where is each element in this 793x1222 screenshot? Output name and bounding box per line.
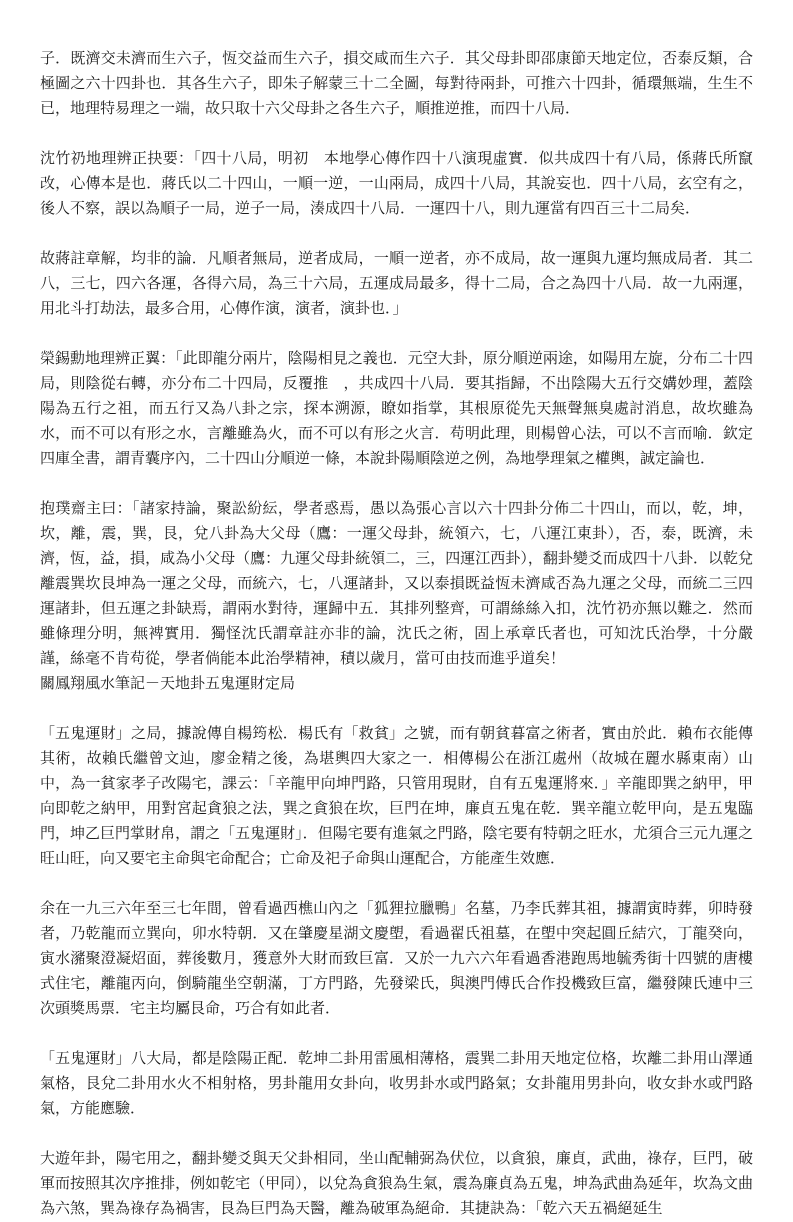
section-title-five-ghosts: 關鳳翔風水筆記－天地卦五鬼運財定局 <box>40 676 296 692</box>
paragraph-da-younian-gua: 大遊年卦，陽宅用之，翻卦變爻與天父卦相同，坐山配輔弼為伏位，以貪狼，廉貞，武曲，祿存，巨門，破軍而按照其次序推排，例如乾宅（甲同），以兌為貪狼為生氣，震為廉貞為五鬼，坤為武曲為延年，坎為文曲為六煞，巽為祿存為禍害，艮為巨門為天醫，離為破軍為絕命．其捷訣為：「乾六天五禍絕延生 <box>40 1151 753 1217</box>
paragraph-eight-configurations: 「五鬼運財」八大局，都是陰陽正配．乾坤二卦用雷風相薄格，震巽二卦用天地定位格，坎離二卦用山澤通氣格，艮兌二卦用水火不相射格，男卦龍用女卦向，收男卦水或門路氣；女卦龍用男卦向，收女卦水或門路氣，方能應驗． <box>40 1051 753 1117</box>
paragraph-five-ghosts-origin: 「五鬼運財」之局，據說傳自楊筠松．楊氏有「救貧」之號，而有朝貧暮富之術者，實由於此．賴布衣能傳其術，故賴氏繼曾文辿，廖金精之後，為堪輿四大家之一．相傳楊公在浙江處州（故城在麗水縣東南）山中，為一貧家孝子改陽宅，課云：「辛龍甲向坤門路，只管用現財，自有五鬼運將來．」辛龍即巽之納甲，甲向即乾之納甲，用對宮起貪狼之法，巽之貪狼在坎，巨門在坤，廉貞五鬼在乾．巽辛龍立乾甲向，是五鬼臨門，坤乙巨門掌財帛，謂之「五鬼運財」．但陽宅要有進氣之門路，陰宅要有特朝之旺水，尤須合三元九運之旺山旺，向又要宅主命與宅命配合；亡命及祀子命與山運配合，方能產生效應． <box>40 726 753 867</box>
paragraph-case-examples: 余在一九三六年至三七年間，曾看過西樵山內之「狐狸拉臘鴨」名墓，乃李氏葬其祖，據謂寅時葬，卯時發者，乃乾龍而立巽向，卯水特朝．又在肇慶星湖文慶塱，看過翟氏祖墓，在塱中突起圓丘結穴，丁龍癸向，寅水瀦聚澄凝炤面，葬後數月，獲意外大財而致巨富．又於一九六六年看過香港跑馬地毓秀街十四號的唐樓式住宅，離龍丙向，倒騎龍坐空朝滿，丁方門路，先發梁氏，與澳門傅氏合作投機致巨富，繼發陳氏連中三次頭獎馬票．宅主均屬艮命，巧合有如此者． <box>40 901 753 1017</box>
paragraph-shen-zhureng-quote: 沈竹礽地理辨正抉要：「四十八局，明初 本地學心傳作四十八演現虛實．似共成四十有八局，係蔣氏所竄改，心傳本是也．蔣氏以二十四山，一順一逆，一山兩局，成四十八局，其說妄也．四十八局，玄空有之，後人不察，誤以為順子一局，逆子一局，湊成四十八局．一運四十八，則九運當有四百三十二局矣． <box>40 151 753 217</box>
paragraph-baopuzhai-comment: 抱璞齋主曰：「諸家持論，聚訟紛紜，學者惑焉，愚以為張心言以六十四卦分佈二十四山，而以，乾，坤，坎，離，震，巽，艮，兌八卦為大父母（鷹：一運父母卦，統領六，七，八運江東卦），否，泰，既濟，未濟，恆，益，損，咸為小父母（鷹：九運父母卦統領二，三，四運江西卦），翻卦變爻而成四十八卦．以乾兌離震巽坎艮坤為一運之父母，而統六，七，八運諸卦，又以泰損既益恆未濟咸否為九運之父母，而統二三四運諸卦，但五運之卦缺焉，謂兩水對待，運歸中五．其排列整齊，可謂絲絲入扣，沈竹礽亦無以難之．然而雖條理分明，無裨實用．獨怪沈氏謂章註亦非的論，沈氏之術，固上承章氏者也，可知沈氏治學，十分嚴謹，絲毫不肯苟從，學者倘能本此治學精神，積以歲月，當可由技而進乎道矣！ <box>40 501 753 667</box>
paragraph-sixty-four-hexagrams: 子．既濟交未濟而生六子，恆交益而生六子，損交咸而生六子．其父母卦即邵康節天地定位，否泰反類，合極圖之六十四卦也．其各生六子，即朱子解蒙三十二全圖，每對待兩卦，可推六十四卦，循環無端，生生不已，地理特易理之一端，故只取十六父母卦之各生六子，順推逆推，而四十八局． <box>40 51 753 117</box>
paragraph-jiang-commentary: 故蔣註章解，均非的論．凡順者無局，逆者成局，一順一逆者，亦不成局，故一運與九運均無成局者．其二八，三七，四六各運，各得六局，為三十六局，五運成局最多，得十二局，合之為四十八局．故一九兩運，用北斗打劫法，最多合用，心傳作演，演者，演卦也．」 <box>40 251 753 317</box>
paragraph-rong-xixun-quote: 榮錫勳地理辨正翼：「此即龍分兩片，陰陽相見之義也．元空大卦，原分順逆兩途，如陽用左旋，分布二十四局，則陰從右轉，亦分布二十四局，反覆推 ，共成四十八局．要其指歸，不出陰陽大五行交媾妙理，蓋陰陽為五行之祖，而五行又為八卦之宗，探本溯源，瞭如指掌，其根原從先天無聲無臭處討消息，故坎雖為水，而不可以有形之水，言離雖為火，而不可以有形之火言．苟明此理，則楊曾心法，可以不言而喻．欽定四庫全書，謂青囊序內，二十四山分順逆一條，本說卦陽順陰逆之例，為地學理氣之權輿，誠定論也． <box>40 351 753 467</box>
